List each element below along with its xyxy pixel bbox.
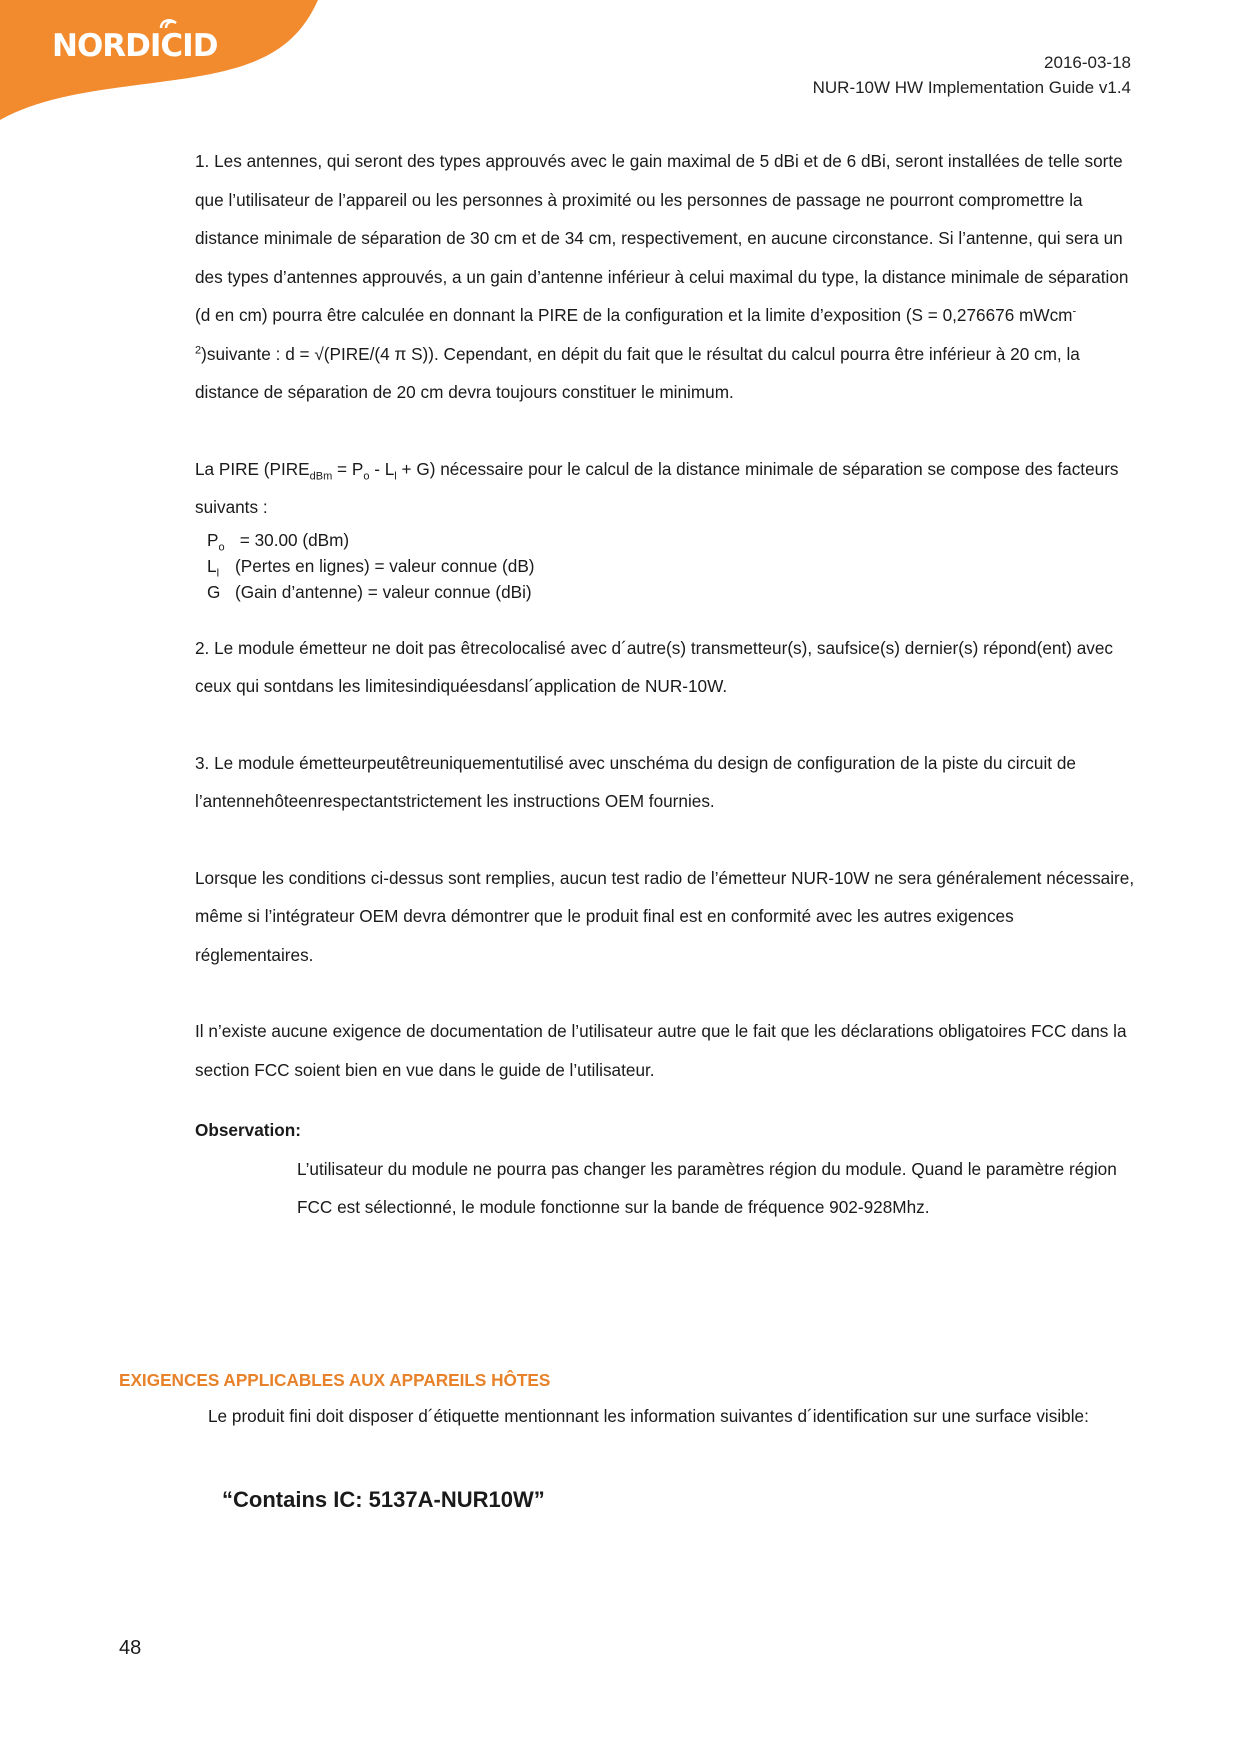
main-content — [195, 142, 1135, 1227]
paragraph-3: 3. Le module émetteurpeutêtreuniquementutilisé avec unschéma du design de configuration de la piste du circuit de l’antennehôteenrespectantstrictement les instructions OEM fournies. — [195, 752, 1076, 811]
observation-text: L’utilisateur du module ne pourra pas changer les paramètres région du module. Quand le paramètre région FCC est sélectionné, le module fonctionne sur la bande de fréquence 902-928Mhz. — [297, 1158, 1117, 1217]
section-heading: EXIGENCES APPLICABLES AUX APPAREILS HÔTES — [119, 1370, 551, 1390]
ic-label: “Contains IC: 5137A-NUR10W” — [222, 1487, 545, 1512]
page-number: 48 — [119, 1637, 142, 1659]
superscript: -2 — [195, 305, 1077, 356]
paragraph-pire: La PIRE $(PIRE_{dBm} = P_o - L_l + G)$ nécessaire pour le calcul de la distance minimale de séparation se compose des facteurs suivants : — [195, 458, 1119, 517]
factor-item: $P_o = 30.00$ (dBm) — [207, 529, 350, 553]
paragraph-2: 2. Le module émetteur ne doit pas êtrecolocalisé avec d´autre(s) transmetteur(s), saufsice(s) dernier(s) répond(ent) avec ceux qui sontdans les limitesindiquéesdansl´application de NUR-10W. — [195, 637, 1114, 696]
company-logo: NORDICID — [52, 28, 218, 64]
page-header — [813, 50, 1131, 100]
header-doc-title: NUR-10W HW Implementation Guide v1.4 — [812, 78, 1131, 97]
header-date: 2016-03-18 — [1044, 53, 1131, 72]
paragraph-5: Il n’existe aucune exigence de documentation de l’utilisateur autre que le fait que les déclarations obligatoires FCC dans la section FCC soient bien en vue dans le guide de l’utilisateur. — [195, 1021, 1127, 1080]
factor-item: $L_l$ (Pertes en lignes) = valeur connue (dB) — [207, 555, 535, 579]
paragraph-1: 1. Les antennes, qui seront des types approuvés avec le gain maximal de 5 dBi et de 6 dBi, seront installées de telle sorte que l’utilisateur de l’appareil ou les personnes à proximité ou les personnes de passage ne pourront compromettre la distance minimale de séparation de 30 cm et de 34 cm, respectivement, en aucune circonstance. Si l’antenne, qui sera un des types d’antennes approuvés, a un gain d’antenne inférieur à celui maximal du type, la distance minimale de séparation (d en cm) pourra être calculée en donnant la PIRE de la configuration et la limite d’exposition (S = 0,276676 mWcm$^{-2}$)suivante : d = √(PIRE/(4 π S)). Cependant, en dépit du fait que le résultat du calcul pourra être inférieur à 20 cm, la distance de séparation de 20 cm devra toujours constituer le minimum. — [195, 151, 1129, 402]
factor-item: G (Gain d’antenne) = valeur connue (dBi) — [207, 581, 532, 602]
paragraph-4: Lorsque les conditions ci-dessus sont remplies, aucun test radio de l’émetteur NUR-10W ne sera généralement nécessaire, même si l’intégrateur OEM devra démontrer que le produit final est en conformité avec les autres exigences réglementaires. — [195, 867, 1135, 965]
section-paragraph: Le produit fini doit disposer d´étiquette mentionnant les information suivantes d´identification sur une surface visible: — [208, 1406, 1089, 1426]
observation-title: Observation: — [195, 1120, 302, 1140]
